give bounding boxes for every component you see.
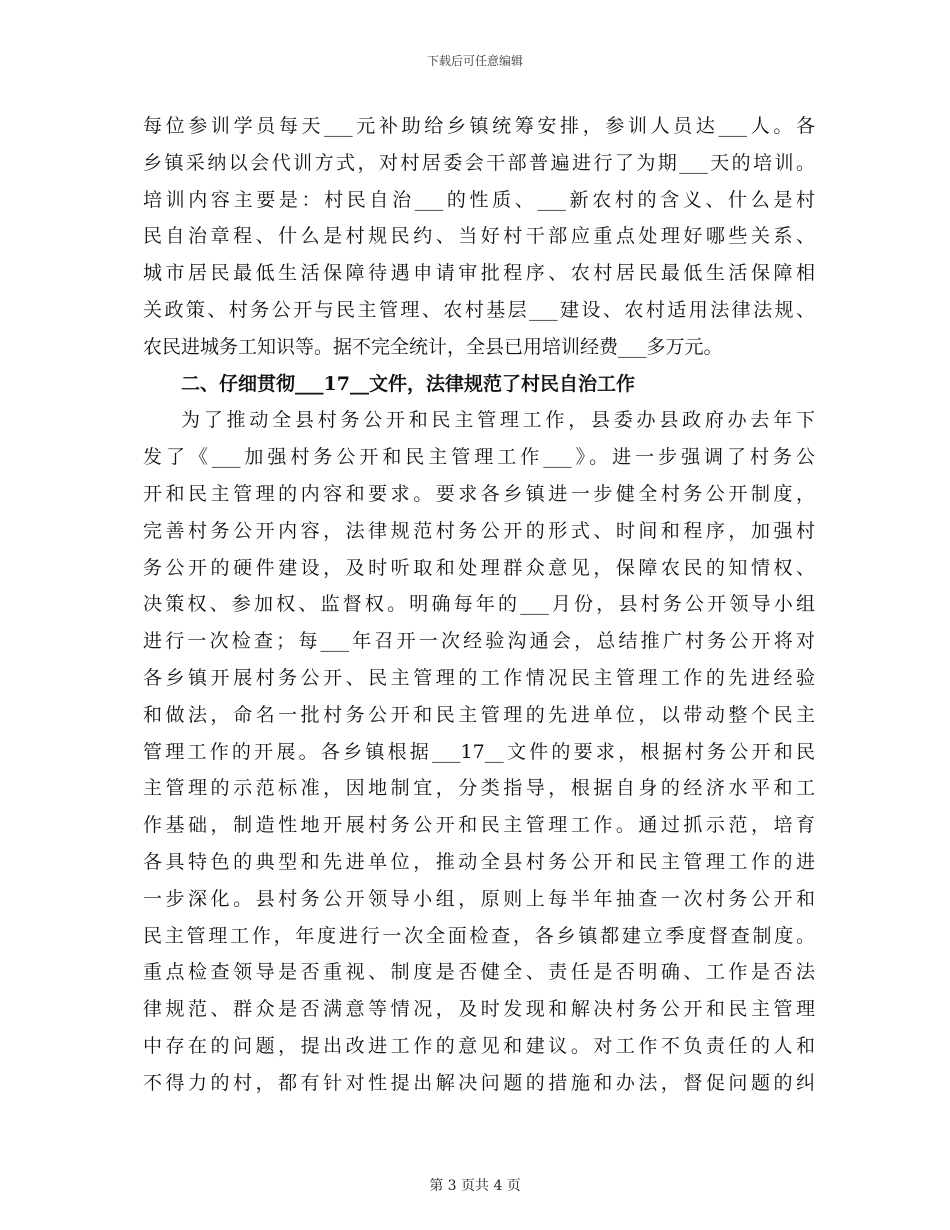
text-line: 开和民主管理的内容和要求。要求各乡镇进一步健全村务公开制度， xyxy=(143,482,815,505)
paragraph-1 xyxy=(143,108,815,366)
text-line: 发了《___加强村务公开和民主管理工作___》。进一步强调了村务公 xyxy=(143,446,815,469)
text-line: 中存在的问题，提出改进工作的意见和建议。对工作不负责任的人和 xyxy=(143,1034,815,1057)
text-line: 主管理的示范标准，因地制宜，分类指导，根据自身的经济水平和工 xyxy=(143,777,815,800)
text-line: 管理工作的开展。各乡镇根据___17__文件的要求，根据村务公开和民 xyxy=(143,740,815,763)
page-header: 下载后可任意编辑 xyxy=(426,54,523,68)
text-line: 关政策、村务公开与民主管理、农村基层___建设、农村适用法律法规、 xyxy=(143,298,815,321)
text-line: 每位参训学员每天___元补助给乡镇统筹安排，参训人员达___人。各 xyxy=(143,115,815,137)
text-line: 乡镇采纳以会代训方式，对村居委会干部普遍进行了为期___天的培训。 xyxy=(143,151,815,174)
text-line: 城市居民最低生活保障待遇申请审批程序、农村居民最低生活保障相 xyxy=(143,262,815,285)
text-line: 不得力的村，都有针对性提出解决问题的措施和办法，督促问题的纠 xyxy=(143,1071,815,1094)
text-line: 民主管理工作，年度进行一次全面检查，各乡镇都建立季度督查制度。 xyxy=(143,924,815,947)
text-line: 进行一次检查；每___年召开一次经验沟通会，总结推广村务公开将对 xyxy=(143,630,815,653)
text-line: 各具特色的典型和先进单位，推动全县村务公开和民主管理工作的进 xyxy=(143,850,815,873)
page-footer: 第 3 页共 4 页 xyxy=(429,1178,521,1194)
text-line: 作基础，制造性地开展村务公开和民主管理工作。通过抓示范，培育 xyxy=(143,814,815,837)
paragraph-2 xyxy=(143,402,815,1101)
text-line: 各乡镇开展村务公开、民主管理的工作情况民主管理工作的先进经验 xyxy=(143,666,815,689)
text-line: 重点检查领导是否重视、制度是否健全、责任是否明确、工作是否法 xyxy=(143,961,815,984)
text-line: 和做法，命名一批村务公开和民主管理的先进单位，以带动整个民主 xyxy=(143,703,815,726)
text-line: 律规范、群众是否满意等情况，及时发现和解决村务公开和民主管理 xyxy=(143,998,815,1021)
text-line: 完善村务公开内容，法律规范村务公开的形式、时间和程序，加强村 xyxy=(143,519,815,542)
text-line: 为了推动全县村务公开和民主管理工作，县委办县政府办去年下 xyxy=(181,409,815,432)
text-line: 务公开的硬件建设，及时听取和处理群众意见，保障农民的知情权、 xyxy=(143,556,815,579)
text-line: 培训内容主要是：村民自治___的性质、___新农村的含义、什么是村 xyxy=(143,188,815,211)
text-line: 决策权、参加权、监督权。明确每年的___月份，县村务公开领导小组 xyxy=(143,593,815,616)
text-line: 农民进城务工知识等。据不完全统计，全县已用培训经费___多万元。 xyxy=(143,335,723,358)
text-line: 民自治章程、什么是村规民约、当好村干部应重点处理好哪些关系、 xyxy=(143,225,815,248)
text-line: 一步深化。县村务公开领导小组，原则上每半年抽查一次村务公开和 xyxy=(143,887,815,910)
document-body xyxy=(143,108,815,1102)
section-heading: 二、仔细贯彻___17__文件，法律规范了村民自治工作 xyxy=(181,372,635,395)
